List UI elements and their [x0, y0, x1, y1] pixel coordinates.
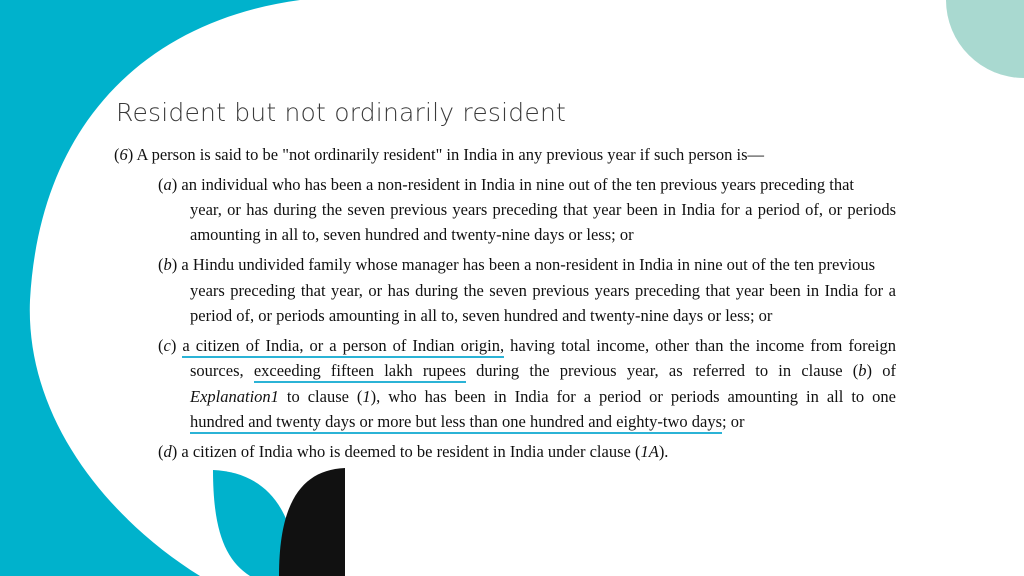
section-intro: (6) A person is said to be "not ordinarily resident" in India in any previous year if such person is— [114, 145, 764, 164]
underline-fifteen-lakh: exceeding fifteen lakh rupees [254, 361, 466, 383]
clause-c-text-1: having total income, other than the income from foreign [504, 336, 897, 355]
section-intro-text: A person is said to be "not ordinarily resident" in India in any previous year if such person is— [136, 145, 764, 164]
clause-c-letter: c [163, 336, 171, 355]
clause-b-letter: b [163, 255, 172, 274]
clause-c-text-2b: during the previous year, as referred to in clause ( [465, 361, 859, 380]
section-number: 6 [119, 145, 128, 164]
clause-d-line-1: (d) a citizen of India who is deemed to be resident in India under clause (1A). [158, 442, 669, 461]
clause-c-text-3a: to clause ( [278, 387, 363, 406]
clause-c-line-1: (c) a citizen of India, or a person of Indian origin, having total income, other than the income from foreign [158, 336, 896, 356]
clause-d-ref: 1A [640, 442, 659, 461]
clause-c-text-3b: ), who has been in India for a period or periods amounting in all to one [370, 387, 896, 406]
clause-c-explanation: Explanation1 [190, 387, 279, 406]
clause-a-line-2: year, or has during the seven previous years preceding that year been in India for a period of, or periods [190, 200, 896, 219]
clause-b-line-1: (b) a Hindu undivided family whose manager has been a non-resident in India in nine out of the ten previous [158, 255, 876, 274]
clause-c-text-4: ; or [722, 412, 745, 431]
clause-c-line-4 [190, 412, 744, 432]
underline-citizen-origin: a citizen of India, or a person of Indian origin, [182, 336, 504, 358]
clause-a-line-3: amounting in all to, seven hundred and twenty-nine days or less; or [190, 225, 634, 244]
clause-b-text-1: a Hindu undivided family whose manager has been a non-resident in India in nine out of the ten previous [181, 255, 876, 274]
clause-a-line-1: (a) an individual who has been a non-resident in India in nine out of the ten previous years preceding that [158, 175, 855, 194]
clause-c-line-3 [190, 387, 896, 407]
clause-b-line-2: years preceding that year, or has during the seven previous years preceding that year been in India for a [190, 281, 896, 300]
clause-c-text-2a: sources, [190, 361, 254, 380]
clause-c-text-2c: ) of [866, 361, 897, 380]
clause-c-line-2 [190, 361, 896, 381]
clause-d-end: ). [658, 442, 669, 461]
clause-b-line-3: period of, or periods amounting in all to, seven hundred and twenty-nine days or less; or [190, 306, 773, 325]
clause-a-letter: a [163, 175, 172, 194]
clause-d-letter: d [163, 442, 172, 461]
underline-days-range: hundred and twenty days or more but less than one hundred and eighty-two days [190, 412, 722, 434]
clause-d-text: a citizen of India who is deemed to be resident in India under clause ( [181, 442, 641, 461]
clause-c-ref-b: b [858, 361, 867, 380]
clause-a-text-1: an individual who has been a non-resident in India in nine out of the ten previous years preceding that [181, 175, 855, 194]
clause-c-ref-1: 1 [362, 387, 371, 406]
slide-title: Resident but not ordinarily resident [116, 98, 566, 127]
